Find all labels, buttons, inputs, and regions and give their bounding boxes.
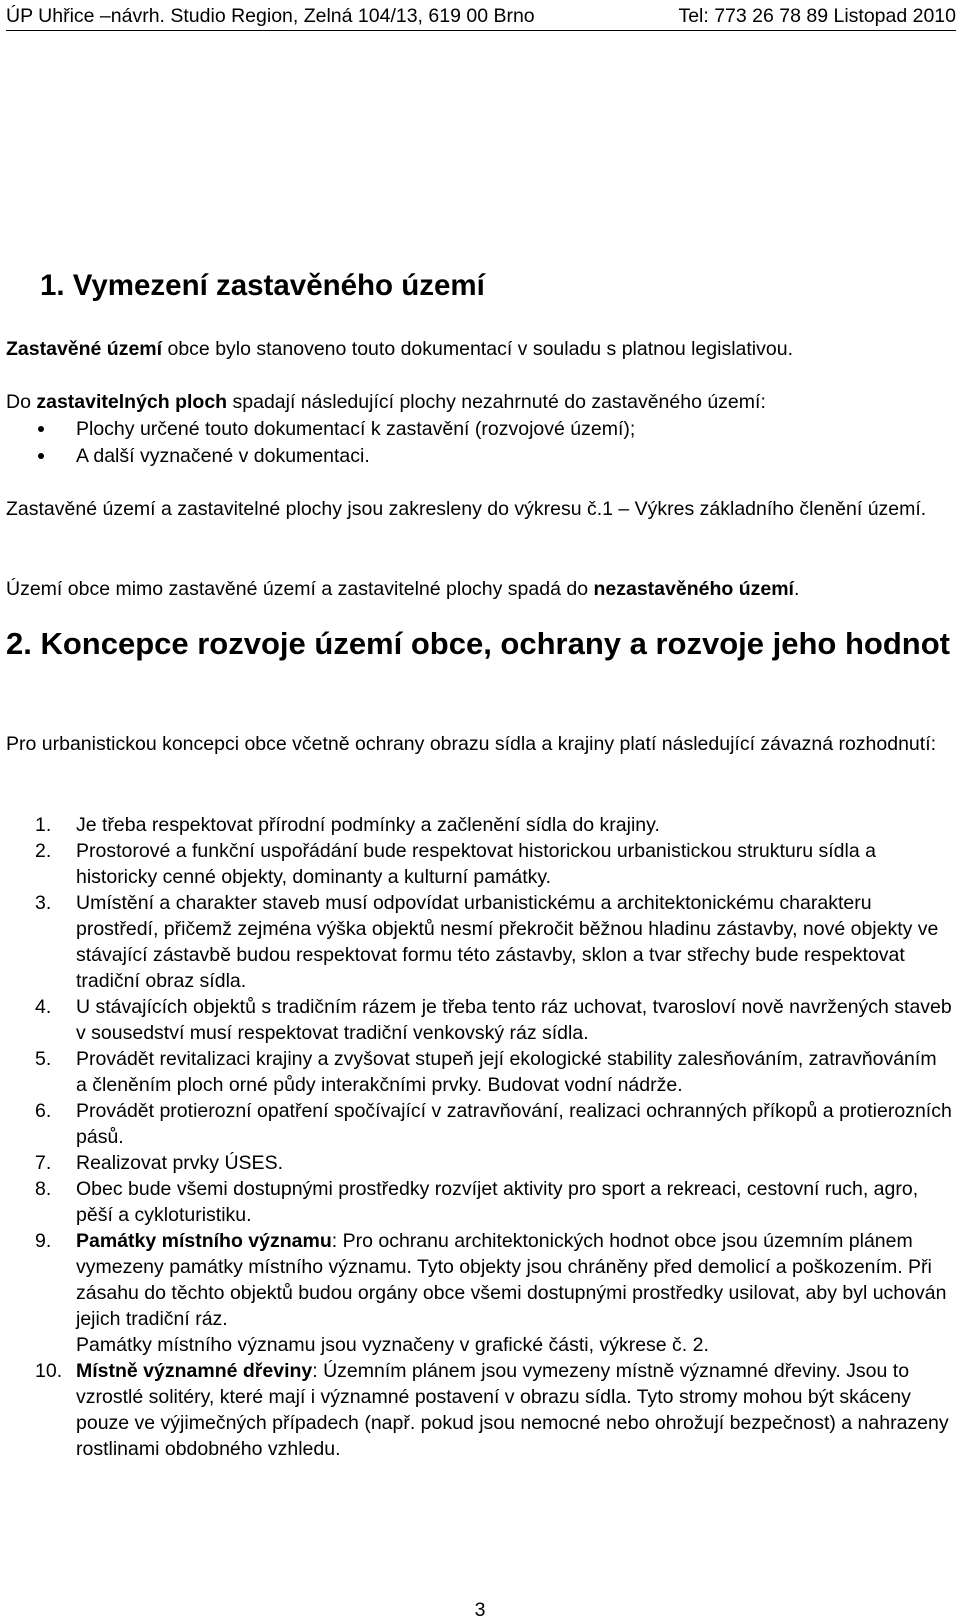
bullet-list (0, 416, 635, 470)
paragraph-built-up-area: Zastavěné území obce bylo stanoveno touto dokumentací v souladu s platnou legislativou. (6, 338, 793, 360)
page-number: 3 (474, 1599, 486, 1621)
list-item: 9. Památky místního významu: Pro ochranu architektonických hodnot obce jsou územním plánem vymezeny památky místního významu. Tyto objekty jsou chráněny před demolicí a poškozením. Při zásahu do těchto objektů budou orgány obce všemi dostupnými prostředky usilovat, aby byl uchován jejich tradiční ráz. Památky místního významu jsou vyznačeny v grafické části, výkrese č. 2. (35, 1230, 947, 1356)
list-item: 8. Obec bude všemi dostupnými prostředky rozvíjet aktivity pro sport a rekreaci, cestovní ruch, agro, pěší a cykloturistiku. (35, 1178, 919, 1226)
numbered-list (0, 812, 952, 1462)
paragraph-buildable-plots: Do zastavitelných ploch spadají následující plochy nezahrnuté do zastavěného území: (6, 391, 766, 413)
bullet-icon (38, 453, 44, 459)
term-mistne-vyznamne-dreviny: Místně významné dřeviny (76, 1360, 313, 1382)
page-header (6, 4, 956, 28)
header-right-text: Tel: 773 26 78 89 Listopad 2010 (678, 5, 956, 27)
list-item: 1. Je třeba respektovat přírodní podmínky a začlenění sídla do krajiny. (35, 814, 660, 836)
paragraph-drawing-reference: Zastavěné území a zastavitelné plochy jsou zakresleny do výkresu č.1 – Výkres základního členění území. (6, 498, 927, 520)
bullet-icon (38, 426, 44, 432)
term-zastavitelne-plochy: zastavitelných ploch (36, 391, 228, 413)
list-item: 10. Místně významné dřeviny: Územním plánem jsou vymezeny místně významné dřeviny. Jsou to vzrostlé solitéry, které mají i významné postavení v obrazu sídla. Tyto stromy mohou být skáceny pouze ve výjimečných případech (např. pokud jsou nemocné nebo ohrožují bezpečnost) a nahrazeny rostlinami obdobného vzhledu. (35, 1360, 949, 1460)
term-zastavene-uzemi: Zastavěné území (6, 338, 163, 360)
list-item: 5. Provádět revitalizaci krajiny a zvyšovat stupeň její ekologické stability zalesňováním, zatravňováním a členěním ploch orné půdy interakčními prvky. Budovat vodní nádrže. (35, 1048, 937, 1096)
section-1-heading: 1. Vymezení zastavěného území (40, 269, 485, 302)
list-item: 4. U stávajících objektů s tradičním rázem je třeba tento ráz uchovat, tvarosloví nově navržených staveb v sousedství musí respektovat tradiční venkovský ráz sídla. (35, 996, 952, 1044)
section-2-heading: 2. Koncepce rozvoje území obce, ochrany a rozvoje jeho hodnot (6, 626, 950, 661)
list-item: 3. Umístění a charakter staveb musí odpovídat urbanistickému a architektonickému charakteru prostředí, přičemž zejména výška objektů nesmí překročit běžnou hladinu zástavby, nové objekty ve stávající zástavbě budou respektovat formu této zástavby, sklon a tvar střechy bude respektovat tradiční obraz sídla. (35, 892, 939, 992)
term-pamatky-mistniho-vyznamu: Památky místního významu (76, 1230, 332, 1252)
paragraph-undeveloped-area: Území obce mimo zastavěné území a zastavitelné plochy spadá do nezastavěného území. (6, 578, 800, 600)
list-item: A další vyznačené v dokumentaci. (0, 443, 635, 470)
header-rule (6, 30, 956, 31)
header-left-text: ÚP Uhřice –návrh. Studio Region, Zelná 104/13, 619 00 Brno (6, 5, 535, 27)
list-item: 6. Provádět protierozní opatření spočívající v zatravňování, realizaci ochranných příkopů a protierozních pásů. (35, 1100, 952, 1148)
list-item: 7. Realizovat prvky ÚSES. (35, 1152, 283, 1174)
list-item: 2. Prostorové a funkční uspořádání bude respektovat historickou urbanistickou strukturu sídla a historicky cenné objekty, dominanty a kulturní památky. (35, 840, 876, 888)
list-item: Plochy určené touto dokumentací k zastavění (rozvojové území); (0, 416, 635, 443)
paragraph-section-2-intro: Pro urbanistickou koncepci obce včetně ochrany obrazu sídla a krajiny platí následující závazná rozhodnutí: (6, 733, 937, 755)
term-nezastavene-uzemi: nezastavěného území (593, 578, 794, 600)
